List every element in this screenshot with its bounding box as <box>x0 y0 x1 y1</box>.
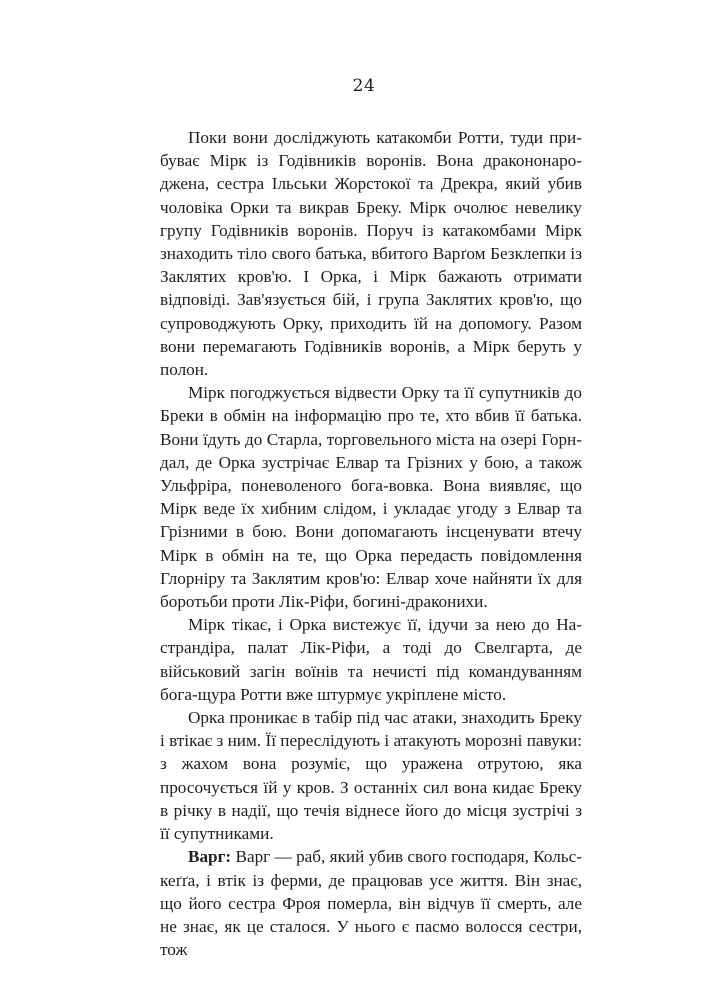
character-entry-varg <box>160 845 582 961</box>
page-body <box>160 126 582 961</box>
entry-text: Варг — раб, який убив свого господаря, Кольскеґґа, і втік із ферми, де працював усе життя. Він знає, що його сестра Фроя померла, він відчув її смерть, але не знає, як це сталося. У нього є пасмо волосся сестри, тож <box>160 847 582 960</box>
entry-term: Варг: <box>188 847 232 867</box>
paragraph-attack: Орка проникає в табір під час атаки, знаходить Бреку і втікає з ним. Її переслідують і атакують морозні павуки: з жахом вона розуміє, що уражена отрутою, яка просочується їй у кров. З останніх сил вона кидає Бреку в річку в надії, що течія віднесе його до місця зустрічі з її супутниками. <box>160 708 582 844</box>
paragraph-catacombs: Поки вони досліджують катакомби Ротти, туди прибуває Мірк із Годівників воронів. Вона дракононароджена, сестра Ільськи Жорстокої та Дрекра, який убив чоловіка Орки та викрав Бреку. Мірк очолює невелику групу Годівників воронів. Поруч із катакомбами Мірк знаходить тіло свого батька, вбитого Варґом Безклепки із Заклятих кров'ю. І Орка, і Мірк бажають отримати відповіді. Зав'язується бій, і група Заклятих кров'ю, що супроводжують Орку, приходить їй на допомогу. Разом вони перемагають Годівників воронів, а Мірк беруть у полон. <box>160 128 582 380</box>
paragraph-starl: Мірк погоджується відвести Орку та її супутників до Бреки в обмін на інформацію про те, хто вбив її батька. Вони їдуть до Старла, торговельного міста на озері Горндал, де Орка зустрічає Елвар та Грізних у бою, а також Ульфріра, поневоленого бога-вовка. Вона виявляє, що Мірк веде їх хибним слідом, і укладає угоду з Елвар та Грізними в бою. Вони допомагають інсценувати втечу Мірк в обмін на те, що Орка передасть повідомлення Глорніру та Заклятим кров'ю: Елвар хоче найняти їх для боротьби проти Лік-Ріфи, богині-драконихи. <box>160 383 582 612</box>
paragraph-escape: Мірк тікає, і Орка вистежує її, ідучи за нею до Настрандіра, палат Лік-Ріфи, а тоді до Свелгарта, де військовий загін воїнів та нечисті під командуванням бога-щура Ротти вже штурмує укріплене місто. <box>160 615 582 704</box>
page-number: 24 <box>352 76 376 96</box>
